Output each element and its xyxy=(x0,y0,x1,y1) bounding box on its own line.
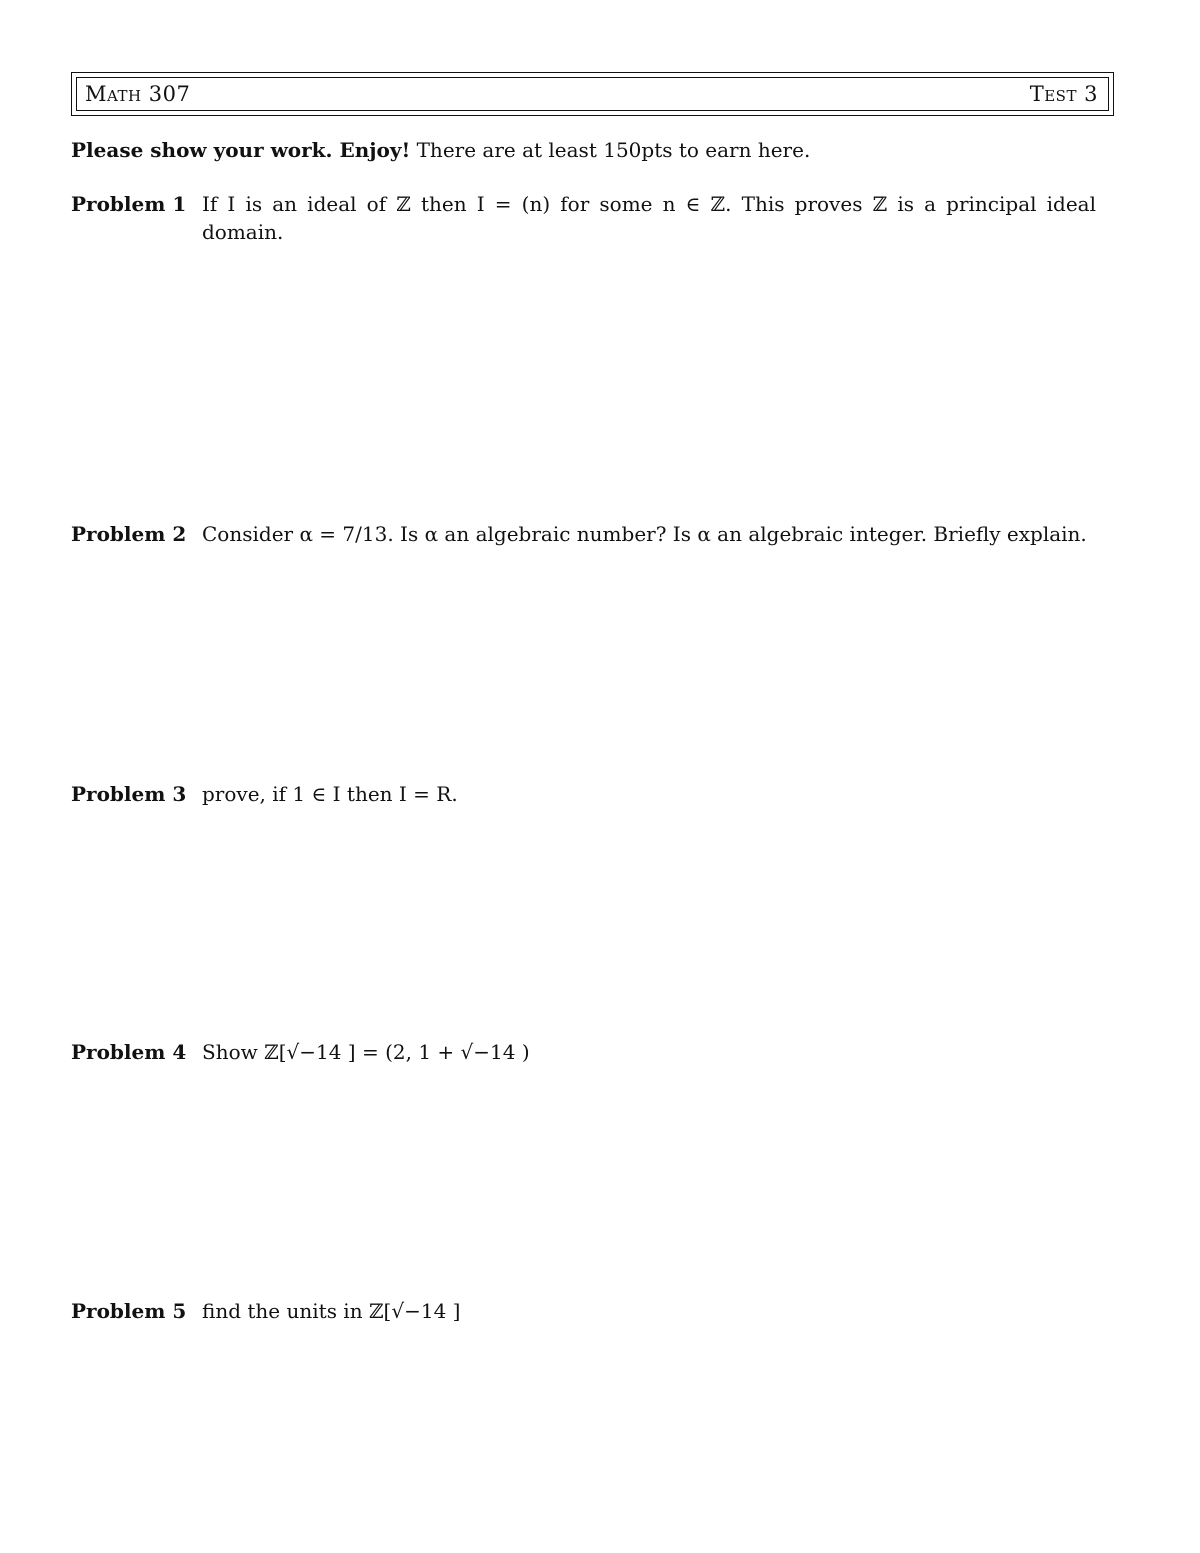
problem-label: Problem 2 xyxy=(71,522,187,546)
instructions-rest: There are at least 150pts to earn here. xyxy=(416,138,811,162)
problem-2 xyxy=(71,520,1096,548)
problem-text: Consider α = 7/13. Is α an algebraic number? Is α an algebraic integer. Briefly explain. xyxy=(202,522,1087,546)
instructions xyxy=(71,136,810,164)
problem-text: If I is an ideal of ℤ then I = (n) for some n ∈ ℤ. This proves ℤ is a principal ideal domain. xyxy=(202,192,1096,244)
problem-5 xyxy=(71,1297,1096,1325)
problem-text: find the units in ℤ[√−14 ] xyxy=(202,1299,461,1323)
problem-label: Problem 1 xyxy=(71,192,187,216)
problem-3 xyxy=(71,780,1096,808)
course-title: Math 307 xyxy=(85,82,191,106)
problem-label: Problem 4 xyxy=(71,1040,187,1064)
header-inner xyxy=(76,77,1109,111)
problem-text: prove, if 1 ∈ I then I = R. xyxy=(202,782,458,806)
header-box xyxy=(71,72,1114,116)
test-title: Test 3 xyxy=(1029,82,1098,106)
problem-1 xyxy=(71,190,1096,246)
problem-label: Problem 3 xyxy=(71,782,187,806)
problem-4 xyxy=(71,1038,1096,1066)
instructions-bold: Please show your work. Enjoy! xyxy=(71,138,411,162)
problem-text: Show ℤ[√−14 ] = (2, 1 + √−14 ) xyxy=(202,1040,530,1064)
problem-label: Problem 5 xyxy=(71,1299,187,1323)
